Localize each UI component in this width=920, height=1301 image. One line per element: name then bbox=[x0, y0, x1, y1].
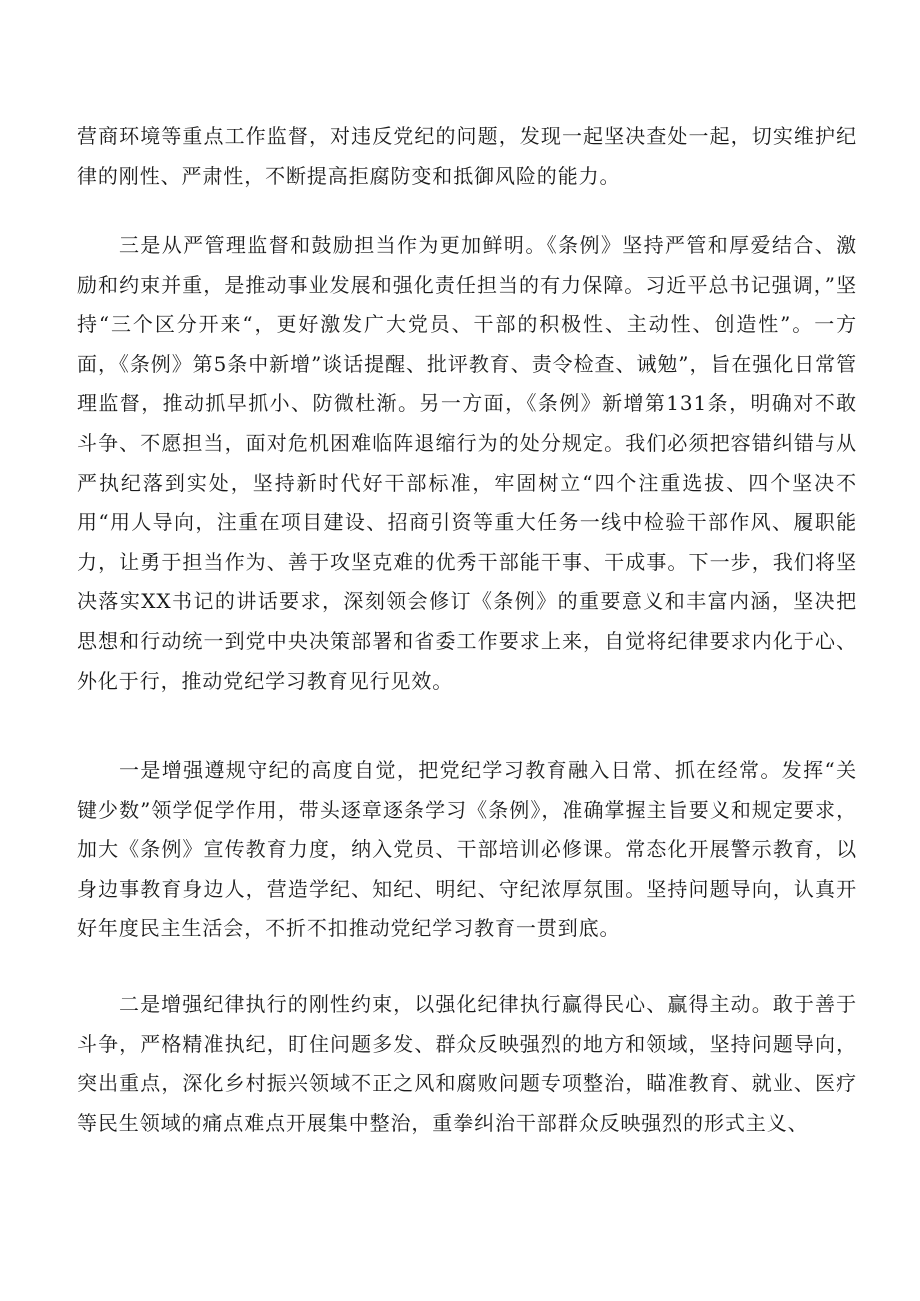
paragraph-point-two: 二是增强纪律执行的刚性约束，以强化纪律执行赢得民心、赢得主动。敢于善于斗争，严格精准执纪，盯住问题多发、群众反映强烈的地方和领域，坚持问题导向，突出重点，深化乡村振兴领域不正之风和腐败问题专项整治，瞄准教育、就业、医疗等民生领域的痛点难点开展集中整治，重拳纠治干部群众反映强烈的形式主义、 bbox=[77, 992, 857, 1135]
paragraph-continuation: 营商环境等重点工作监督，对违反党纪的问题，发现一起坚决查处一起，切实维护纪律的刚性、严肃性，不断提高拒腐防变和抵御风险的能力。 bbox=[77, 124, 857, 188]
paragraph-section-three: 三是从严管理监督和鼓励担当作为更加鲜明。《条例》坚持严管和厚爱结合、激励和约束并重，是推动事业发展和强化责任担当的有力保障。习近平总书记强调，”坚持“三个区分开来“，更好激发广大党员、干部的积极性、主动性、创造性”。一方面，《条例》第5条中新增”谈话提醒、批评教育、责令检查、诫勉”，旨在强化日常管理监督，推动抓早抓小、防微杜渐。另一方面，《条例》新增第131条，明确对不敢斗争、不愿担当，面对危机困难临阵退缩行为的处分规定。我们必须把容错纠错与从严执纪落到实处，坚持新时代好干部标准，牢固树立“四个注重选拔、四个坚决不用“用人导向，注重在项目建设、招商引资等重大任务一线中检验干部作风、履职能力，让勇于担当作为、善于攻坚克难的优秀干部能干事、干成事。下一步，我们将坚决落实XX书记的讲话要求，深刻领会修订《条例》的重要意义和丰富内涵，坚决把思想和行动统一到党中央决策部署和省委工作要求上来，自觉将纪律要求内化于心、外化于行，推动党纪学习教育见行见效。 bbox=[77, 233, 857, 693]
paragraph-point-one: 一是增强遵规守纪的高度自觉，把党纪学习教育融入日常、抓在经常。发挥“关键少数”领学促学作用，带头逐章逐条学习《条例》，准确掌握主旨要义和规定要求，加大《条例》宣传教育力度，纳入党员、干部培训必修课。常态化开展警示教育，以身边事教育身边人，营造学纪、知纪、明纪、守纪浓厚氛围。坚持问题导向，认真开好年度民主生活会，不折不扣推动党纪学习教育一贯到底。 bbox=[77, 758, 857, 941]
